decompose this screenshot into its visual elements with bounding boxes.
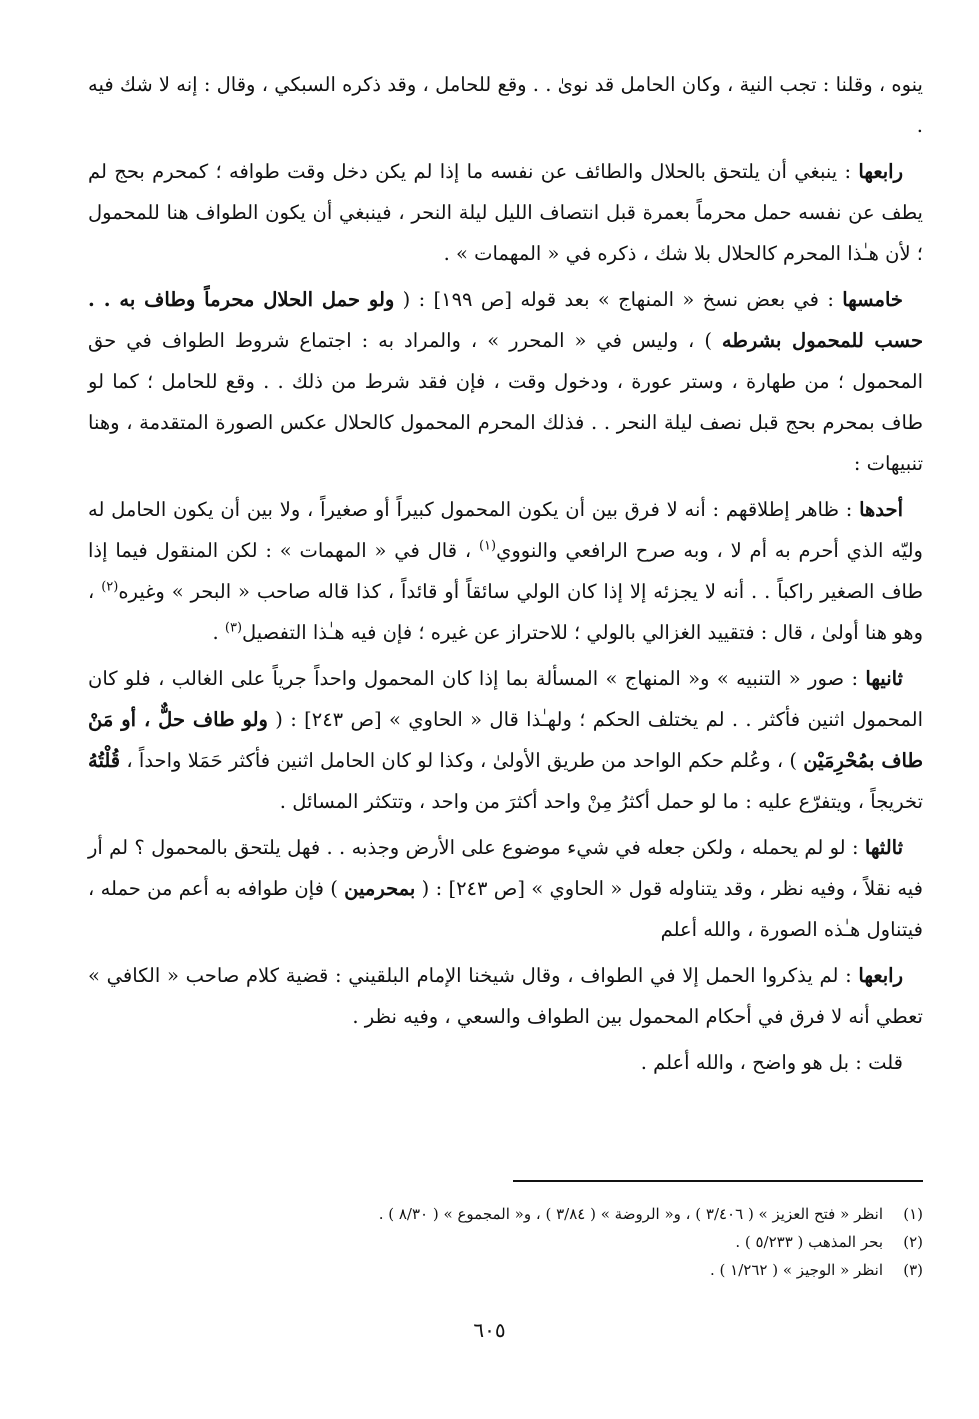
paragraph-text: : صور « التنبيه » و« المنهاج » المسألة بما إذا كان المحمول واحداً جرياً على الغالب ، فلو كان المحمول اثنين فأكثر . . لم يختلف الحكم ؛ ولهـٰذا قال « الحاوي » [ص ٢٤٣] : ( xyxy=(88,667,923,731)
footnote-text: انظر « فتح العزيز » ( ٣/٤٠٦ ) ، و« الروضة » ( ٣/٨٤ ) ، و« المجموع » ( ٨/٣٠ ) . xyxy=(378,1205,883,1223)
paragraph-text: ينوه ، وقلنا : تجب النية ، وكان الحامل قد نوىٰ . . وقع للحامل ، وقد ذكره السبكي ، وقال : إنه لا شك فيه . xyxy=(88,73,923,137)
footnote-marker-1[interactable]: (١) xyxy=(478,538,497,554)
footnote-text: انظر « الوجيز » ( ١/٢٦٢ ) . xyxy=(710,1261,883,1279)
paragraph-note-first xyxy=(88,489,923,653)
paragraph-text: : لم يذكروا الحمل إلا في الطواف ، وقال شيخنا الإمام البلقيني : قضية كلام صاحب « الكافي » تعطي أنه لا فرق في أحكام المحمول بين الطواف والسعي ، وفيه نظر . xyxy=(88,964,923,1028)
paragraph-text: ) ، وليس في « المحرر » ، والمراد به : اجتماع شروط الطواف في حق المحمول ؛ من طهارة ، وستر عورة ، ودخول وقت ، فإن فقد شرط من ذلك . . وقع للحامل ؛ كما لو طاف بمحرم بحج قبل نصف ليلة النحر . . فذلك المحرم المحمول كالحلال عكس الصورة المتقدمة ، وهنا تنبيهات : xyxy=(88,329,923,475)
paragraph-fifth xyxy=(88,279,923,484)
paragraph-text: قلت : بل هو واضح ، والله أعلم . xyxy=(640,1051,903,1074)
footnote-item xyxy=(88,1228,923,1256)
footnote-number: (٣) xyxy=(903,1261,923,1279)
paragraph-label: رابعها xyxy=(858,160,903,183)
paragraph-text: . xyxy=(212,621,225,644)
footnote-marker-2[interactable]: (٢) xyxy=(101,579,119,595)
paragraph-text: تخريجاً ، ويتفرّع عليه : ما لو حمل أكثرُ مِنْ واحد أكثرَ من واحد ، وتتكثر المسائل . xyxy=(279,790,923,813)
paragraph-fourth xyxy=(88,151,923,274)
paragraph-note-second xyxy=(88,658,923,822)
paragraph-label: ثالثها xyxy=(864,836,903,859)
footnote-marker-3[interactable]: (٣) xyxy=(224,620,243,636)
paragraph-text: : ظاهر إطلاقهم : أنه لا فرق بين أن يكون المحمول كبيراً أو صغيراً ، ولا بين أن يكون الحامل له وليّه الذي أحرم به أم لا ، وبه صرح الرافعي والنووي xyxy=(88,498,923,562)
footnotes xyxy=(88,1200,923,1284)
paragraph-text: ، قال في « المهمات » : لكن المنقول فيما إذا طاف الصغير راكباً . . أنه لا يجزئه إلا إذا كان الولي سائقاً أو قائداً ، كذا قاله صاحب « البحر » وغيره xyxy=(88,539,923,603)
quoted-text-bold: ولو طاف حلٌّ ، أو مَنْ طاف بمُحْرِمَيْن xyxy=(88,708,923,772)
paragraph-label: خامسها xyxy=(842,288,903,311)
paragraph-text: ) فإن طوافه به أعم من حمله ، فيتناول هـٰذه الصورة ، والله أعلم xyxy=(88,877,923,941)
footnote-item xyxy=(88,1200,923,1228)
paragraph-label: رابعها xyxy=(858,964,903,987)
footnote-text: بحر المذهب ( ٥/٢٣٣ ) . xyxy=(735,1233,883,1251)
page-body xyxy=(88,64,923,1088)
paragraph-text: ) ، وعُلم حكم الواحد من طريق الأولىٰ ، وكذا لو كان الحامل اثنين فأكثر حَمَلا واحداً ، xyxy=(120,749,804,772)
footnote-number: (٢) xyxy=(903,1233,923,1251)
paragraph-text: : في بعض نسخ « المنهاج » بعد قوله [ص ١٩٩] : ( xyxy=(394,288,843,311)
footnote-divider xyxy=(513,1180,923,1182)
paragraph-label: أحدها xyxy=(859,498,903,521)
paragraph-continuation xyxy=(88,64,923,146)
paragraph-conclusion xyxy=(88,1042,923,1083)
quoted-text-bold: ولو حمل الحلال محرماً وطاف به . . حسب للمحمول بشرطه xyxy=(88,288,923,352)
paragraph-note-fourth xyxy=(88,955,923,1037)
page-number: ٦٠٥ xyxy=(473,1318,506,1342)
paragraph-text: ، وهو هنا أولىٰ ، قال : فتقييد الغزالي بالولي ؛ للاحتراز عن غيره ؛ فإن فيه هـٰذا التفصيل xyxy=(88,580,923,644)
paragraph-label: ثانيها xyxy=(865,667,903,690)
paragraph-text: : ينبغي أن يلتحق بالحلال والطائف عن نفسه ما إذا لم يكن دخل وقت طوافه ؛ كمحرم بحج لم يطف عن نفسه حمل محرماً بعمرة قبل انتصاف الليل ليلة النحر ، فينبغي أن يكون الطواف هنا للمحمول ؛ لأن هـٰذا المحرم كالحلال بلا شك ، ذكره في « المهمات » . xyxy=(88,160,923,265)
paragraph-text: : لو لم يحمله ، ولكن جعله في شيء موضوع على الأرض وجذبه . . فهل يلتحق بالمحمول ؟ لم أر فيه نقلاً ، وفيه نظر ، وقد يتناوله قول « الحاوي » [ص ٢٤٣] : ( xyxy=(88,836,923,900)
footnote-number: (١) xyxy=(903,1205,923,1223)
quoted-text-bold: بمحرمين xyxy=(344,877,416,900)
footnote-item xyxy=(88,1256,923,1284)
quoted-text-bold: قُلْتُهُ xyxy=(88,749,121,772)
paragraph-note-third xyxy=(88,827,923,950)
